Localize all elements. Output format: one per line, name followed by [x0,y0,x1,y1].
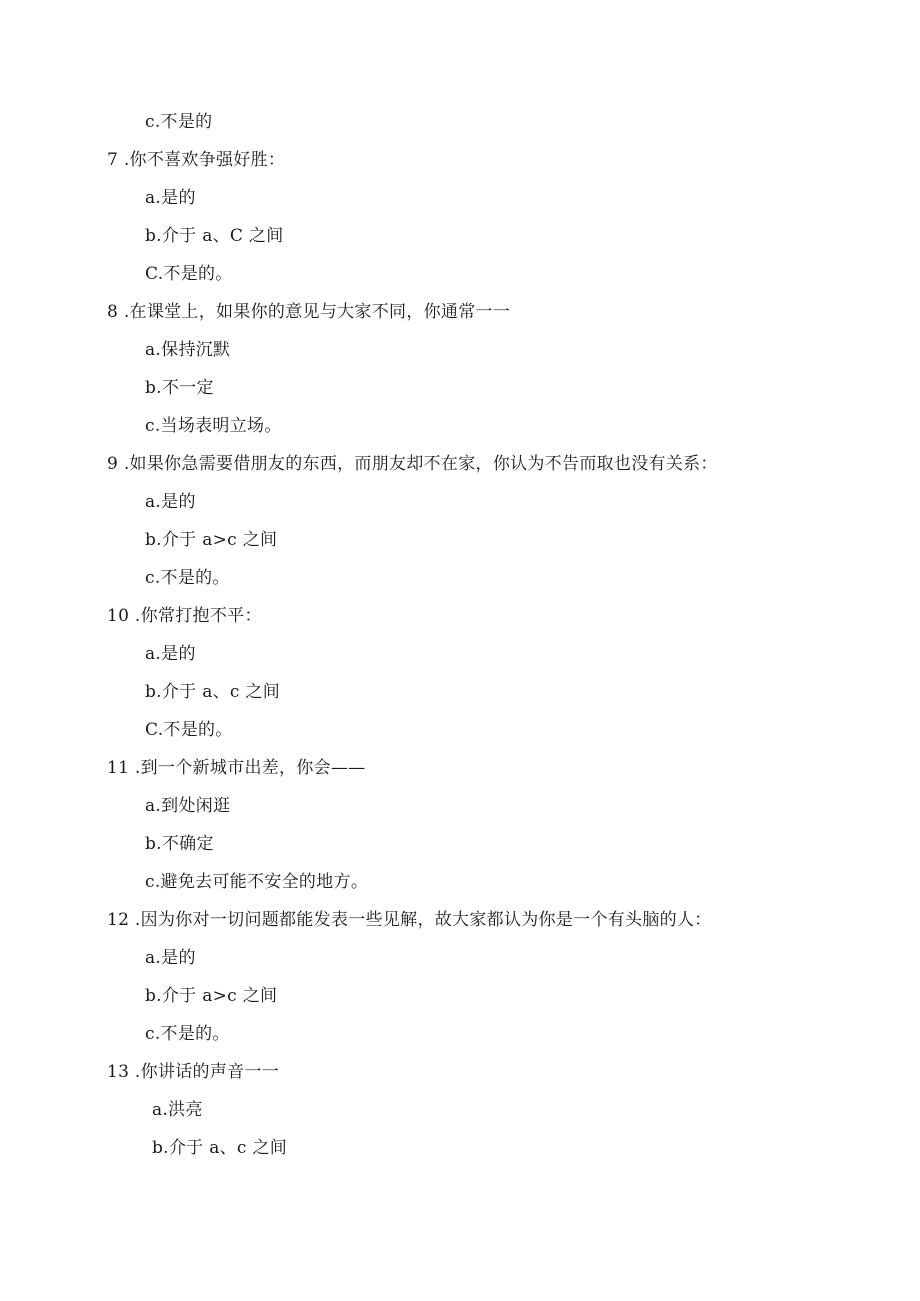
question-line: 11 .到一个新城市出差，你会—— [107,758,366,778]
option-line: a.保持沉默 [145,340,231,360]
option-line: b.介于 a、c 之间 [152,1138,288,1158]
option-line: b.不确定 [145,834,214,854]
option-line: C.不是的。 [145,264,233,284]
option-line: a.是的 [145,644,196,664]
option-line: a.是的 [145,948,196,968]
question-line: 9 .如果你急需要借朋友的东西，而朋友却不在家，你认为不告而取也没有关系： [107,454,718,474]
option-line: C.不是的。 [145,720,233,740]
option-line: b.介于 a>c 之间 [145,530,278,550]
question-line: 8 .在课堂上，如果你的意见与大家不同，你通常一一 [107,302,511,322]
option-line: a.洪亮 [152,1100,203,1120]
option-line: a.是的 [145,188,196,208]
option-line: c.不是的。 [145,568,230,588]
option-line: b.介于 a>c 之间 [145,986,278,1006]
option-line: c.不是的 [145,112,213,132]
question-line: 13 .你讲话的声音一一 [107,1062,280,1082]
question-line: 7 .你不喜欢争强好胜： [107,150,286,170]
option-line: b.介于 a、c 之间 [145,682,281,702]
option-line: c.不是的。 [145,1024,230,1044]
option-line: a.到处闲逛 [145,796,231,816]
option-line: b.介于 a、C 之间 [145,226,284,246]
option-line: a.是的 [145,492,196,512]
question-line: 10 .你常打抱不平： [107,606,262,626]
option-line: c.避免去可能不安全的地方。 [145,872,369,892]
option-line: b.不一定 [145,378,214,398]
option-line: c.当场表明立场。 [145,416,282,436]
question-line: 12 .因为你对一切问题都能发表一些见解，故大家都认为你是一个有头脑的人： [107,910,712,930]
